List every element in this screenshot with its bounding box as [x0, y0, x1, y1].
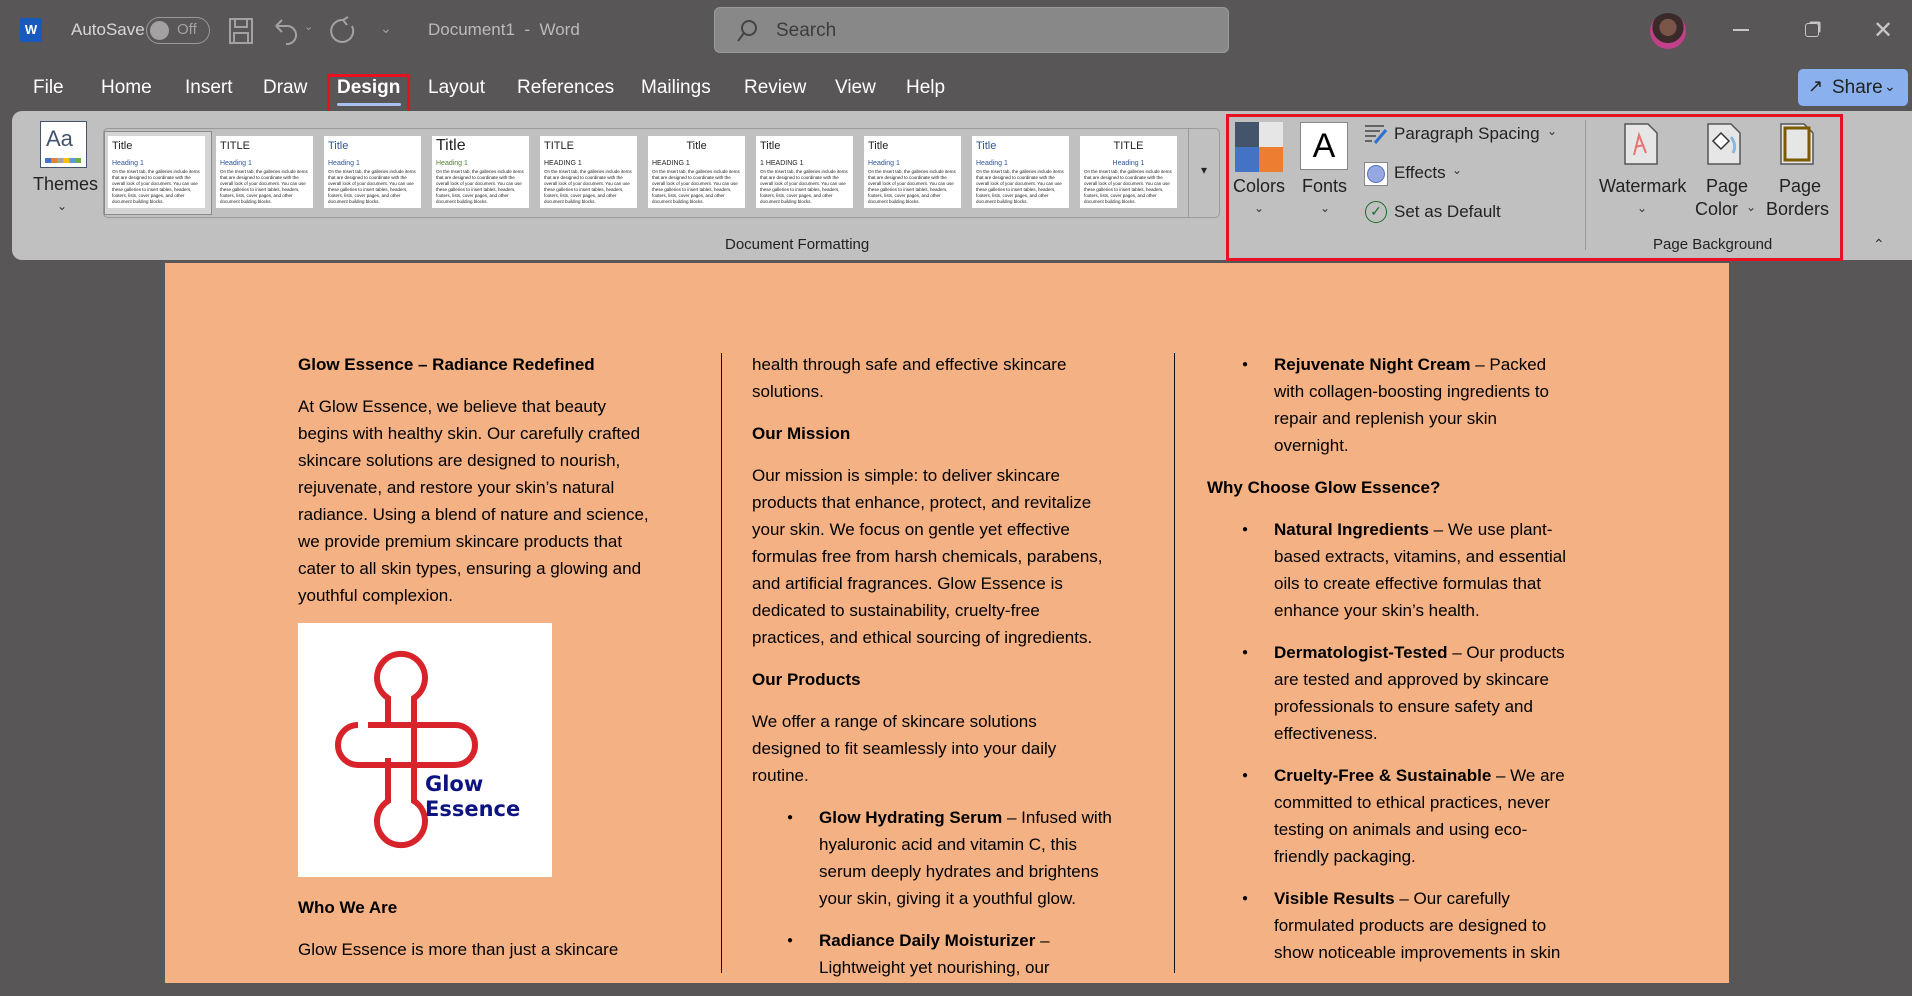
text-line: solutions. [752, 382, 824, 401]
text-line: At Glow Essence, we believe that beauty [298, 397, 607, 416]
bullet-icon: ● [1242, 647, 1249, 658]
text-line: skincare solutions are designed to nourish, [298, 451, 621, 470]
bullet-first-line [1274, 762, 1566, 789]
text-column-1 [298, 351, 649, 978]
tab-file[interactable]: File [33, 77, 64, 98]
thumbnail-body-text: On the Insert tab, the galleries include items that are designed to coordinate with the overall look of your document. You can use these galleries to insert tables, headers, footers, lists, cover pages, and other document building blocks. [436, 169, 524, 204]
thumbnail-heading: HEADING 1 [652, 160, 690, 167]
document-formatting-group-label: Document Formatting [725, 236, 870, 253]
document-title: Document1 - Word [428, 20, 580, 39]
paragraph [298, 936, 649, 963]
restore-icon[interactable] [1805, 23, 1819, 37]
text-line: overnight. [1274, 436, 1349, 455]
thumbnail-title: Title [868, 140, 889, 152]
bullet-text: – Packed [1470, 355, 1547, 374]
logo-text-glow: Glow [425, 772, 484, 796]
bullet-title: Natural Ingredients [1274, 520, 1429, 539]
thumbnail-body-text: On the Insert tab, the galleries include items that are designed to coordinate with the overall look of your document. You can use these galleries to insert tables, headers, footers, lists, cover pages, and other document building blocks. [328, 169, 416, 204]
bullet-text: – [1035, 931, 1050, 950]
bullet-item [752, 927, 1112, 981]
thumbnail-heading: Heading 1 [112, 160, 144, 167]
text-line: Glow Essence is more than just a skincare [298, 940, 619, 959]
thumbnail-title: TITLE [544, 140, 574, 152]
style-set-thumbnail[interactable] [1080, 136, 1177, 208]
bullet-text: – We are [1491, 766, 1565, 785]
bullet-item [1207, 516, 1566, 624]
tab-references[interactable]: References [517, 77, 615, 98]
page-background-group-label: Page Background [1653, 236, 1773, 253]
paragraph [752, 351, 1112, 405]
customize-toolbar-icon[interactable]: ⌄ [380, 20, 392, 36]
bullet-item [752, 804, 1112, 912]
text-line: Our mission is simple: to deliver skincare [752, 466, 1060, 485]
section-heading: Our Mission [752, 424, 851, 443]
bullet-title: Radiance Daily Moisturizer [819, 931, 1036, 950]
text-line: based extracts, vitamins, and essential [1274, 547, 1566, 566]
search-box[interactable] [714, 7, 1229, 53]
toggle-knob [150, 21, 169, 40]
text-line: your skin. We focus on gentle yet effective [752, 520, 1070, 539]
thumbnail-heading: Heading 1 [220, 160, 252, 167]
thumbnail-heading: Heading 1 [976, 160, 1008, 167]
paragraph [752, 462, 1112, 651]
search-icon [736, 19, 758, 43]
bullet-icon: ● [1242, 524, 1249, 535]
bullet-text: – Infused with [1002, 808, 1112, 827]
page-color-label-line1: Page [1706, 176, 1749, 196]
save-icon[interactable] [229, 18, 253, 44]
text-line: professionals to ensure safety and [1274, 697, 1533, 716]
text-line: your skin, giving it a youthful glow. [819, 889, 1077, 908]
style-set-thumbnail[interactable] [432, 136, 529, 208]
share-dropdown-icon: ⌄ [1884, 78, 1896, 94]
bullet-icon: ● [1242, 359, 1249, 370]
text-line: routine. [752, 766, 809, 785]
thumbnail-title: Title [686, 140, 707, 152]
section-heading: Why Choose Glow Essence? [1207, 478, 1441, 497]
tab-mailings[interactable]: Mailings [641, 77, 711, 98]
text-line: youthful complexion. [298, 586, 453, 605]
column-divider [721, 353, 722, 973]
thumbnail-heading: Heading 1 [1112, 160, 1145, 167]
text-line: dedicated to sustainability, cruelty-free [752, 601, 1040, 620]
gallery-more-button[interactable]: ▾ [1188, 129, 1219, 217]
autosave-toggle[interactable] [146, 17, 210, 44]
glow-essence-logo [298, 623, 552, 877]
text-line: begins with healthy skin. Our carefully crafted [298, 424, 641, 443]
text-line: formulated products are designed to [1274, 916, 1547, 935]
themes-label: Themes [33, 174, 99, 194]
bullet-item [1207, 762, 1566, 870]
text-line: effectiveness. [1274, 724, 1378, 743]
search-placeholder: Search [776, 20, 837, 41]
share-icon: ↗ [1808, 76, 1824, 96]
bullet-first-line [1274, 351, 1566, 378]
text-line: are tested and approved by skincare [1274, 670, 1550, 689]
style-set-thumbnail[interactable] [540, 136, 637, 208]
bullet-title: Glow Hydrating Serum [819, 808, 1003, 827]
style-set-thumbnail[interactable] [864, 136, 961, 208]
bullet-text: – Our products [1447, 643, 1565, 662]
thumbnail-body-text: On the Insert tab, the galleries include items that are designed to coordinate with the overall look of your document. You can use these galleries to insert tables, headers, footers, lists, cover pages, and other document building blocks. [760, 169, 848, 204]
thumbnail-body-text: On the Insert tab, the galleries include items that are designed to coordinate with the overall look of your document. You can use these galleries to insert tables, headers, footers, lists, cover pages, and other document building blocks. [868, 169, 956, 204]
glow-essence-logo-image[interactable] [298, 623, 552, 877]
effects-chevron-icon: ⌄ [1452, 163, 1463, 177]
thumbnail-title: TITLE [220, 140, 250, 152]
collapse-ribbon-icon[interactable]: ⌃ [1873, 236, 1885, 252]
text-line: health through safe and effective skincare [752, 355, 1067, 374]
fonts-chevron-icon: ⌄ [1320, 201, 1331, 215]
set-as-default-label: Set as Default [1394, 202, 1501, 221]
autosave-label: AutoSave [71, 20, 145, 39]
tab-draw[interactable]: Draw [263, 77, 308, 98]
title-bar [0, 0, 1894, 60]
thumbnail-body-text: On the Insert tab, the galleries include items that are designed to coordinate with the overall look of your document. You can use these galleries to insert tables, headers, footers, lists, cover pages, and other document building blocks. [976, 169, 1064, 204]
minimize-icon[interactable] [1733, 29, 1749, 31]
style-set-thumbnail[interactable] [972, 136, 1069, 208]
bullet-icon: ● [1242, 770, 1249, 781]
text-line: radiance. Using a blend of nature and science, [298, 505, 649, 524]
effects-label: Effects [1394, 163, 1446, 182]
tab-design[interactable]: Design [337, 77, 401, 98]
text-line: products that enhance, protect, and revitalize [752, 493, 1092, 512]
text-column-2 [752, 351, 1112, 996]
bullet-text: – We use plant- [1428, 520, 1553, 539]
bullet-item [1207, 885, 1566, 966]
bullet-first-line [819, 804, 1112, 831]
watermark-label: Watermark [1599, 176, 1687, 196]
close-icon[interactable]: ✕ [1873, 17, 1894, 44]
page-borders-label-line1: Page [1779, 176, 1822, 196]
tab-home[interactable]: Home [101, 77, 152, 98]
share-label: Share [1832, 77, 1883, 98]
style-set-thumbnail[interactable] [648, 136, 745, 208]
text-line: hyaluronic acid and vitamin C, this [819, 835, 1077, 854]
share-button[interactable] [1798, 69, 1908, 106]
watermark-chevron-icon: ⌄ [1637, 201, 1648, 215]
tab-help[interactable]: Help [906, 77, 946, 98]
bullet-title: Visible Results [1274, 889, 1395, 908]
bullet-title: Cruelty-Free & Sustainable [1274, 766, 1492, 785]
text-line: We offer a range of skincare solutions [752, 712, 1037, 731]
bullet-icon: ● [787, 935, 794, 946]
paragraph-spacing-label: Paragraph Spacing [1394, 124, 1540, 143]
undo-icon[interactable] [272, 16, 302, 46]
text-line: formulas free from harsh chemicals, parabens, [752, 547, 1103, 566]
bullet-text: – Our carefully [1394, 889, 1510, 908]
thumbnail-heading: Heading 1 [436, 160, 468, 167]
text-line: and artificial fragrances. Glow Essence is [752, 574, 1063, 593]
bullet-item [1207, 639, 1566, 747]
thumbnail-body-text: On the Insert tab, the galleries include items that are designed to coordinate with the overall look of your document. You can use these galleries to insert tables, headers, footers, lists, cover pages, and other document building blocks. [652, 169, 740, 204]
bullet-first-line [1274, 639, 1566, 666]
colors-chevron-icon: ⌄ [1254, 201, 1265, 215]
text-line: oils to create effective formulas that [1274, 574, 1542, 593]
style-set-thumbnail[interactable] [216, 136, 313, 208]
style-set-thumbnail[interactable] [324, 136, 421, 208]
text-line: repair and replenish your skin [1274, 409, 1498, 428]
text-line: testing on animals and using eco- [1274, 820, 1528, 839]
colors-label: Colors [1233, 176, 1286, 196]
page-color-chevron-icon: ⌄ [1746, 200, 1757, 214]
bullet-first-line [1274, 516, 1566, 543]
thumbnail-title: Title [760, 140, 781, 152]
section-heading: Glow Essence – Radiance Redefined [298, 355, 595, 374]
text-line: rejuvenate, and restore your skin’s natural [298, 478, 615, 497]
column-divider [1174, 353, 1175, 973]
logo-text-essence: Essence [425, 797, 521, 821]
redo-icon[interactable] [330, 16, 356, 46]
design-tab-highlight-box [327, 74, 410, 115]
style-set-thumbnail[interactable] [756, 136, 853, 208]
section-heading: Who We Are [298, 898, 398, 917]
user-avatar[interactable] [1650, 13, 1686, 49]
page-borders-label-line2: Borders [1766, 199, 1830, 219]
bullet-icon: ● [1242, 893, 1249, 904]
text-line: cater to all skin types, ensuring a glowing and [298, 559, 642, 578]
text-line: practices, and ethical sourcing of ingredients. [752, 628, 1093, 647]
paragraph [752, 708, 1112, 789]
thumbnail-title: Title [328, 140, 349, 152]
thumbnail-title: Title [436, 137, 466, 154]
text-line: with collagen-boosting ingredients to [1274, 382, 1550, 401]
bullet-title: Rejuvenate Night Cream [1274, 355, 1471, 374]
thumbnail-heading: 1 HEADING 1 [760, 160, 804, 167]
bullet-first-line [1274, 885, 1566, 912]
thumbnail-body-text: On the Insert tab, the galleries include items that are designed to coordinate with the overall look of your document. You can use these galleries to insert tables, headers, footers, lists, cover pages, and other document building blocks. [112, 169, 200, 204]
undo-dropdown-icon[interactable]: ⌄ [304, 21, 314, 33]
tab-insert[interactable]: Insert [185, 77, 233, 98]
checkmark-circle-icon: ✓ [1365, 201, 1387, 223]
page-color-label-line2: Color [1695, 199, 1739, 219]
fonts-label: Fonts [1302, 176, 1348, 196]
autosave-state: Off [177, 21, 197, 38]
text-line: committed to ethical practices, never [1274, 793, 1550, 812]
paragraph-spacing-chevron-icon: ⌄ [1547, 124, 1558, 138]
text-line: we provide premium skincare products that [298, 532, 623, 551]
themes-button[interactable] [25, 118, 101, 218]
paragraph [298, 393, 649, 609]
text-line: show noticeable improvements in skin [1274, 943, 1561, 962]
text-line: enhance your skin’s health. [1274, 601, 1480, 620]
themes-icon: Aa [40, 121, 87, 168]
style-set-thumbnail[interactable] [108, 136, 205, 208]
text-column-3 [1207, 351, 1566, 981]
word-app-icon: W [20, 18, 42, 42]
thumbnail-heading: Heading 1 [328, 160, 360, 167]
bullet-title: Dermatologist-Tested [1274, 643, 1448, 662]
text-line: designed to fit seamlessly into your daily [752, 739, 1057, 758]
thumbnail-title: TITLE [1113, 140, 1144, 152]
bullet-first-line [819, 927, 1112, 954]
text-line: Lightweight yet nourishing, our [819, 958, 1050, 977]
thumbnail-heading: Heading 1 [868, 160, 900, 167]
page-background-highlight-box [1226, 114, 1843, 261]
thumbnail-body-text: On the Insert tab, the galleries include items that are designed to coordinate with the overall look of your document. You can use these galleries to insert tables, headers, footers, lists, cover pages, and other document building blocks. [544, 169, 632, 204]
fonts-icon: A [1300, 122, 1348, 170]
themes-chevron-icon: ⌄ [57, 199, 68, 213]
thumbnail-heading: HEADING 1 [544, 160, 582, 167]
tab-view[interactable]: View [835, 77, 876, 98]
thumbnail-body-text: On the Insert tab, the galleries include items that are designed to coordinate with the overall look of your document. You can use these galleries to insert tables, headers, footers, lists, cover pages, and other document building blocks. [1084, 169, 1172, 204]
text-line: friendly packaging. [1274, 847, 1416, 866]
thumbnail-title: Title [976, 140, 997, 152]
bullet-item [1207, 351, 1566, 459]
thumbnail-body-text: On the Insert tab, the galleries include items that are designed to coordinate with the overall look of your document. You can use these galleries to insert tables, headers, footers, lists, cover pages, and other document building blocks. [220, 169, 308, 204]
text-line: serum deeply hydrates and brightens [819, 862, 1099, 881]
bullet-icon: ● [787, 812, 794, 823]
tab-review[interactable]: Review [744, 77, 807, 98]
tab-layout[interactable]: Layout [428, 77, 486, 98]
section-heading: Our Products [752, 670, 861, 689]
thumbnail-title: Title [112, 140, 133, 152]
